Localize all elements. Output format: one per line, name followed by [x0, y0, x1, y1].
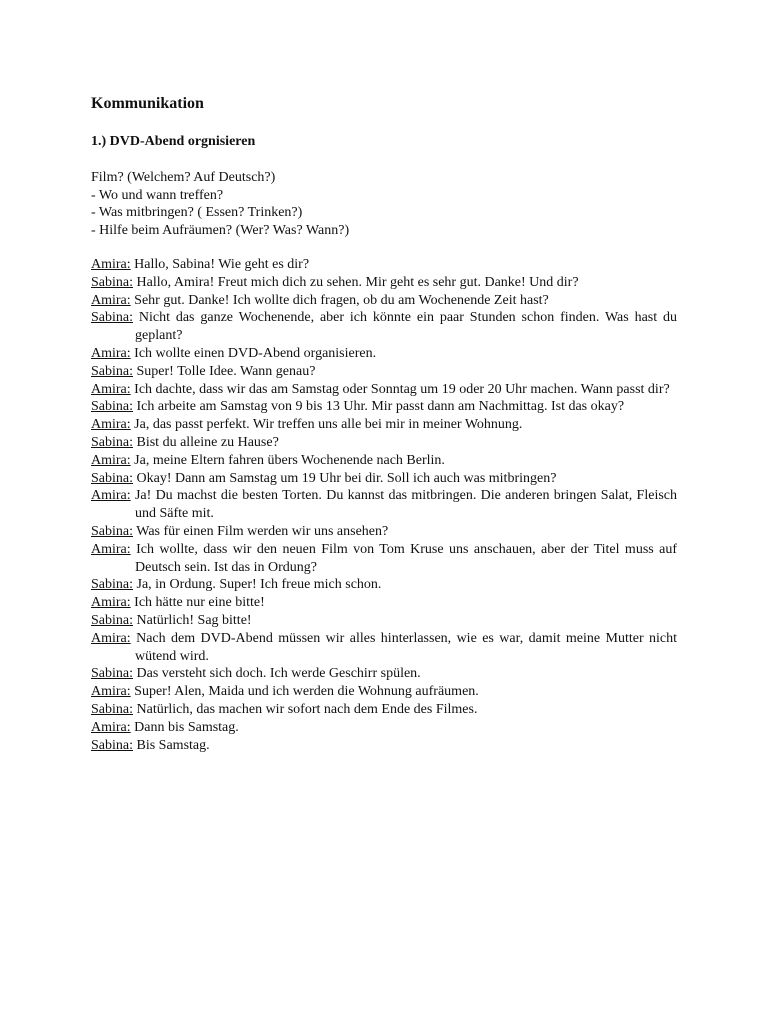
prompt-item: - Wo und wann treffen? [91, 187, 224, 203]
document-title: Kommunikation [91, 95, 204, 112]
dialogue-text: Ich wollte einen DVD-Abend organisieren. [134, 345, 377, 361]
speaker-name: Amira: [91, 417, 131, 433]
speaker-name: Amira: [91, 684, 131, 700]
speaker-name: Sabina: [91, 363, 133, 379]
dialogue-line [91, 665, 677, 683]
speaker-name: Sabina: [91, 470, 133, 486]
dialogue-line [91, 345, 677, 363]
prompt-list [91, 169, 677, 239]
dialogue-text: Super! Tolle Idee. Wann genau? [136, 363, 316, 379]
dialogue-text: Ich hätte nur eine bitte! [134, 595, 265, 611]
dialogue-line [91, 487, 677, 523]
dialogue-text: Natürlich! Sag bitte! [136, 612, 252, 628]
dialogue-line [91, 381, 677, 399]
section-title: 1.) DVD-Abend orgnisieren [91, 134, 256, 149]
dialogue-line [91, 452, 677, 470]
dialogue-text: Sehr gut. Danke! Ich wollte dich fragen, ob du am Wochenende Zeit hast? [134, 292, 549, 308]
speaker-name: Sabina: [91, 737, 133, 753]
dialogue-text: Hallo, Sabina! Wie geht es dir? [134, 257, 310, 272]
dialogue-text: Nach dem DVD-Abend müssen wir alles hinterlassen, wie es war, damit meine Mutter nicht wütend wird. [135, 630, 678, 664]
dialogue-line [91, 292, 677, 310]
dialogue-line [91, 309, 677, 345]
dialogue-text: Bist du alleine zu Hause? [136, 434, 279, 450]
dialogue-text: Okay! Dann am Samstag um 19 Uhr bei dir. Soll ich auch was mitbringen? [136, 470, 557, 486]
dialogue-line [91, 363, 677, 381]
dialogue-text: Das versteht sich doch. Ich werde Geschirr spülen. [136, 666, 421, 682]
speaker-name: Amira: [91, 595, 131, 611]
speaker-name: Sabina: [91, 612, 133, 628]
dialogue-text: Was für einen Film werden wir uns ansehen? [136, 523, 389, 539]
speaker-name: Sabina: [91, 577, 133, 593]
dialogue-line [91, 683, 677, 701]
speaker-name: Sabina: [91, 274, 133, 290]
prompt-item: - Hilfe beim Aufräumen? (Wer? Was? Wann?) [91, 222, 350, 238]
dialogue-line [91, 416, 677, 434]
dialogue-line [91, 630, 677, 666]
speaker-name: Amira: [91, 488, 131, 504]
dialogue-text: Natürlich, das machen wir sofort nach dem Ende des Filmes. [136, 701, 478, 717]
dialogue-line [91, 541, 677, 577]
dialogue-text: Ja, das passt perfekt. Wir treffen uns alle bei mir in meiner Wohnung. [134, 417, 523, 433]
dialogue-line [91, 701, 677, 719]
dialogue-text: Bis Samstag. [136, 737, 210, 753]
dialogue-text: Ja! Du machst die besten Torten. Du kannst das mitbringen. Die anderen bringen Salat, Fleisch und Säfte mit. [134, 488, 678, 522]
speaker-name: Sabina: [91, 434, 133, 450]
speaker-name: Sabina: [91, 701, 133, 717]
dialogue-line [91, 434, 677, 452]
speaker-name: Sabina: [91, 666, 133, 682]
speaker-name: Amira: [91, 452, 131, 468]
speaker-name: Amira: [91, 257, 131, 272]
dialogue-line [91, 576, 677, 594]
dialogue-line [91, 256, 677, 274]
dialogue-line [91, 719, 677, 737]
speaker-name: Amira: [91, 719, 131, 735]
dialogue-line [91, 737, 677, 755]
speaker-name: Sabina: [91, 399, 133, 415]
dialogue-text: Ich dachte, dass wir das am Samstag oder Sonntag um 19 oder 20 Uhr machen. Wann passt dir? [134, 381, 670, 397]
dialogue-line [91, 398, 677, 416]
dialogue-text: Super! Alen, Maida und ich werden die Wohnung aufräumen. [134, 684, 479, 700]
dialogue-text: Nicht das ganze Wochenende, aber ich könnte ein paar Stunden schon finden. Was hast du geplant? [135, 310, 678, 344]
speaker-name: Sabina: [91, 523, 133, 539]
dialogue-line [91, 523, 677, 541]
dialogue-text: Hallo, Amira! Freut mich dich zu sehen. Mir geht es sehr gut. Danke! Und dir? [136, 274, 579, 290]
prompt-item: Film? (Welchem? Auf Deutsch?) [91, 170, 276, 185]
dialogue-line [91, 274, 677, 292]
dialogue-line [91, 594, 677, 612]
dialogue-text: Ja, in Ordung. Super! Ich freue mich schon. [136, 577, 382, 593]
dialogue-line [91, 612, 677, 630]
speaker-name: Amira: [91, 345, 131, 361]
speaker-name: Amira: [91, 630, 131, 646]
dialogue-text: Ja, meine Eltern fahren übers Wochenende nach Berlin. [134, 452, 445, 468]
prompt-item: - Was mitbringen? ( Essen? Trinken?) [91, 205, 303, 220]
dialogue-line [91, 470, 677, 488]
dialogue [91, 256, 677, 754]
speaker-name: Amira: [91, 541, 131, 557]
speaker-name: Sabina: [91, 310, 133, 326]
speaker-name: Amira: [91, 381, 131, 397]
dialogue-text: Ich arbeite am Samstag von 9 bis 13 Uhr. Mir passt dann am Nachmittag. Ist das okay? [136, 399, 625, 415]
dialogue-text: Dann bis Samstag. [134, 719, 239, 735]
document-content [91, 94, 677, 754]
speaker-name: Amira: [91, 292, 131, 308]
dialogue-text: Ich wollte, dass wir den neuen Film von Tom Kruse uns anschauen, aber der Titel muss auf Deutsch sein. Ist das in Ordung? [135, 541, 678, 575]
